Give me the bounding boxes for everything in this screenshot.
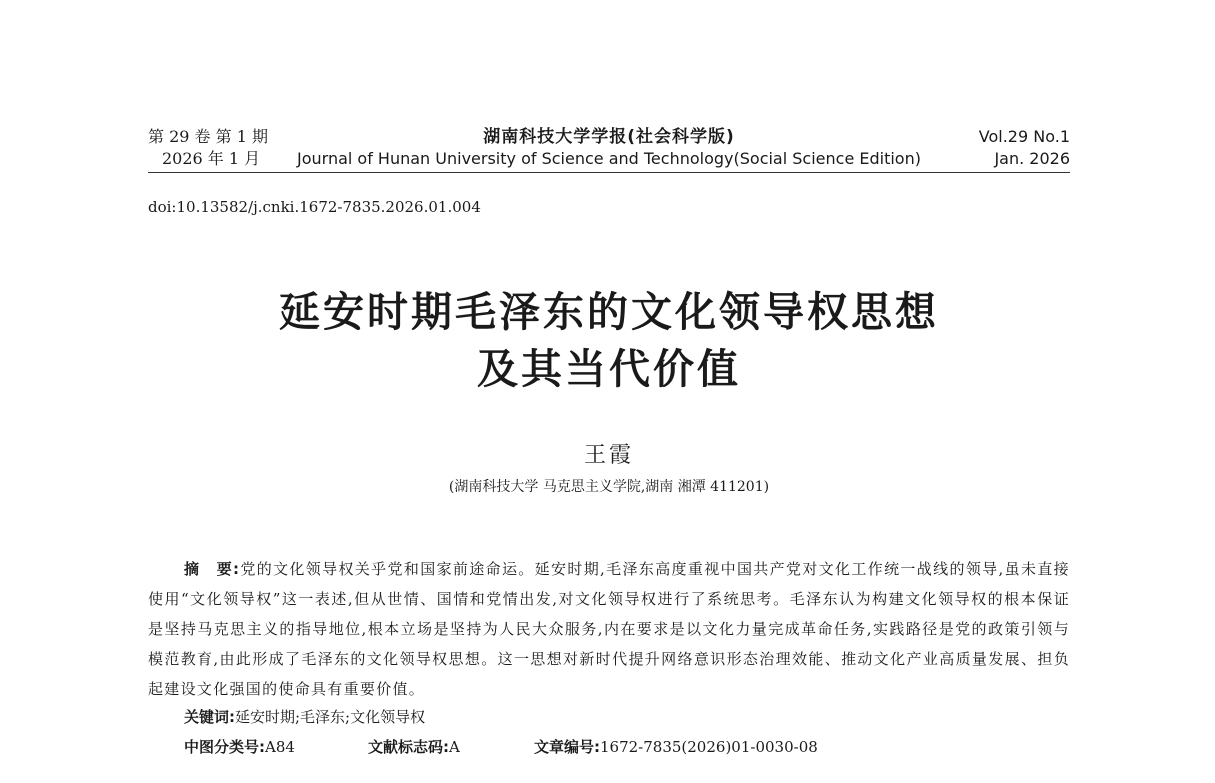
affiliation: (湖南科技大学 马克思主义学院,湖南 湘潭 411201)	[448, 479, 770, 495]
article-number-value: 1672-7835(2026)01-0030-08	[600, 738, 818, 756]
volume-issue-en: Vol.29 No.1	[978, 127, 1070, 146]
journal-name-cn: 湖南科技大学学报(社会科学版)	[483, 127, 735, 147]
clc-item	[184, 736, 368, 757]
volume-issue-cn: 第 29 卷 第 1 期	[148, 127, 268, 146]
title-line-1: 延安时期毛泽东的文化领导权思想	[279, 288, 939, 336]
doc-code-value: A	[449, 738, 460, 756]
header-rule	[148, 172, 1070, 173]
abstract	[148, 554, 1070, 704]
doi: doi:10.13582/j.cnki.1672-7835.2026.01.004	[148, 198, 481, 216]
doc-code-item	[368, 736, 534, 757]
journal-name-en: Journal of Hunan University of Science and Technology(Social Science Edition)	[297, 149, 921, 168]
keywords	[184, 706, 425, 727]
article-number-label: 文章编号:	[534, 738, 600, 756]
clc-label: 中图分类号:	[184, 738, 265, 756]
abstract-label: 摘 要:	[184, 560, 241, 578]
article-number-item	[534, 736, 818, 757]
clc-value: A84	[265, 738, 295, 756]
classification-line	[184, 736, 818, 757]
header-right	[979, 126, 1070, 170]
keywords-label: 关键词:	[184, 708, 235, 726]
doc-code-label: 文献标志码:	[368, 738, 449, 756]
date-en: Jan. 2026	[994, 149, 1070, 168]
author: 王霞	[583, 443, 634, 468]
journal-header	[148, 126, 1070, 172]
paper-title	[148, 284, 1070, 398]
abstract-text: 党的文化领导权关乎党和国家前途命运。延安时期,毛泽东高度重视中国共产党对文化工作统一战线的领导,虽未直接使用“文化领导权”这一表述,但从世情、国情和党情出发,对文化领导权进行了系统思考。毛泽东认为构建文化领导权的根本保证是坚持马克思主义的指导地位,根本立场是坚持为人民大众服务,内在要求是以文化力量完成革命任务,实践路径是党的政策引领与模范教育,由此形成了毛泽东的文化领导权思想。这一思想对新时代提升网络意识形态治理效能、推动文化产业高质量发展、担负起建设文化强国的使命具有重要价值。	[148, 560, 1070, 698]
keywords-text: 延安时期;毛泽东;文化领导权	[235, 708, 426, 726]
header-center	[148, 126, 1070, 170]
date-cn: 2026 年 1 月	[162, 149, 261, 168]
title-line-2: 及其当代价值	[477, 345, 741, 393]
